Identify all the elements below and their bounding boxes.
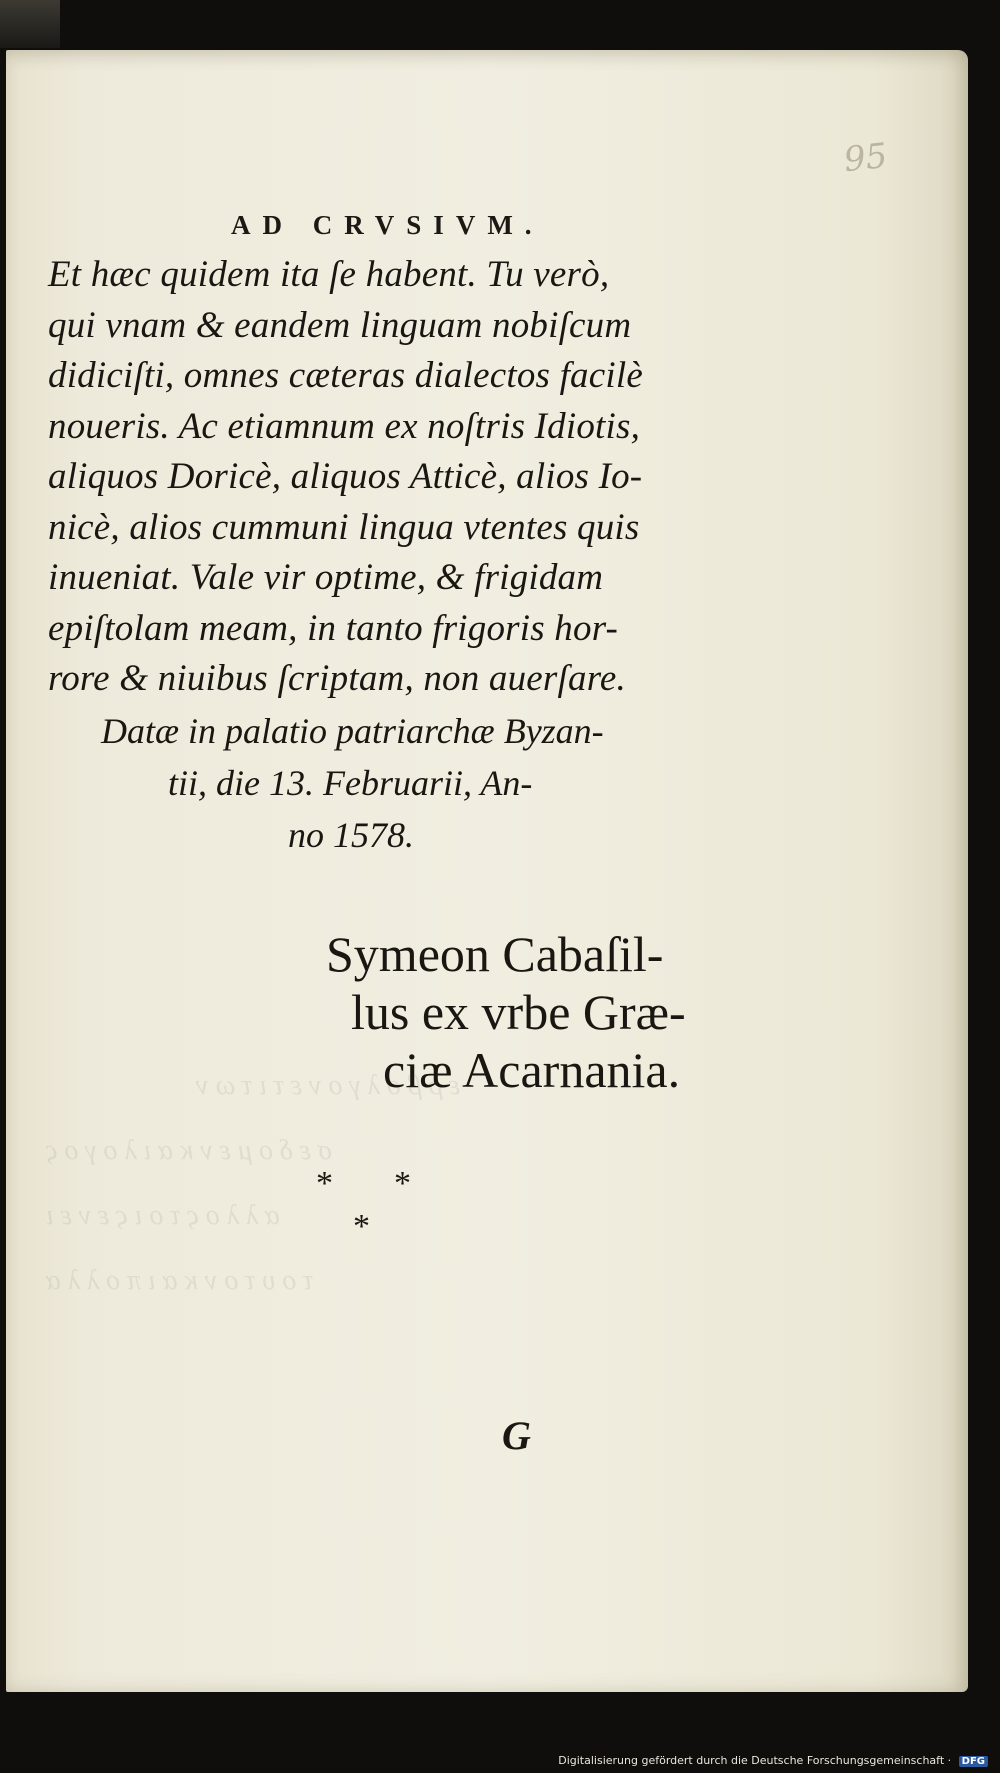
signature-line: Symeon Cabaſil- — [326, 926, 664, 982]
colophon-line: no 1578. — [288, 815, 414, 855]
folio-number: 95 — [842, 135, 890, 181]
asterisk-ornament: * — [316, 1165, 333, 1202]
asterisk-ornament: * — [353, 1208, 370, 1245]
text-line: didiciſti, omnes cæteras dialectos facilè — [48, 355, 643, 396]
author-signature — [326, 925, 686, 1099]
bleed-through-text: τ ο υ τ ο ν κ α ι π ο λ λ α — [46, 1265, 314, 1296]
text-line: Et hæc quidem ita ſe habent. Tu verò, — [48, 254, 610, 295]
gathering-signature-mark: G — [502, 1413, 531, 1458]
signature-line: lus ex vrbe Græ- — [351, 984, 686, 1040]
text-line: noueris. Ac etiamnum ex noſtris Idiotis, — [48, 405, 641, 447]
text-line: aliquos Doricè, aliquos Atticè, alios Io- — [48, 456, 643, 497]
text-line: inueniat. Vale vir optime, & frigidam — [48, 557, 604, 598]
text-line: rore & niuibus ſcriptam, non auerſare. — [48, 658, 626, 699]
dfg-logo: DFG — [959, 1756, 988, 1767]
digitization-credit — [558, 1754, 988, 1767]
colophon-line: tii, die 13. Februarii, An- — [168, 763, 533, 803]
bleed-through-text: ε ρ β ο λ γ ο ν ε τ ι τ ω ν — [196, 1070, 461, 1101]
text-line: epiſtolam meam, in tanto frigoris hor- — [48, 607, 619, 649]
signature-line: ciæ Acarnania. — [383, 1042, 681, 1098]
text-line: nicè, alios cummuni lingua vtentes quis — [48, 506, 640, 548]
asterisk-ornament: * — [394, 1165, 411, 1202]
running-head: AD CRVSIVM. — [231, 210, 544, 240]
book-page — [6, 50, 968, 1692]
colophon-line: Datæ in palatio patriarchæ Byzan- — [101, 711, 604, 751]
bleed-through-text: σ ε δ ο μ ε ν κ α ι λ ο γ ο ς — [46, 1135, 332, 1166]
binding-edge — [0, 0, 60, 48]
bleed-through-text: α λ λ ο ς τ ο ι ς ε ν ε ι — [46, 1200, 280, 1231]
body-text — [48, 250, 728, 705]
text-line: qui vnam & eandem linguam nobiſcum — [48, 304, 632, 346]
credit-text: Digitalisierung gefördert durch die Deutsche Forschungsgemeinschaft · — [558, 1754, 952, 1767]
